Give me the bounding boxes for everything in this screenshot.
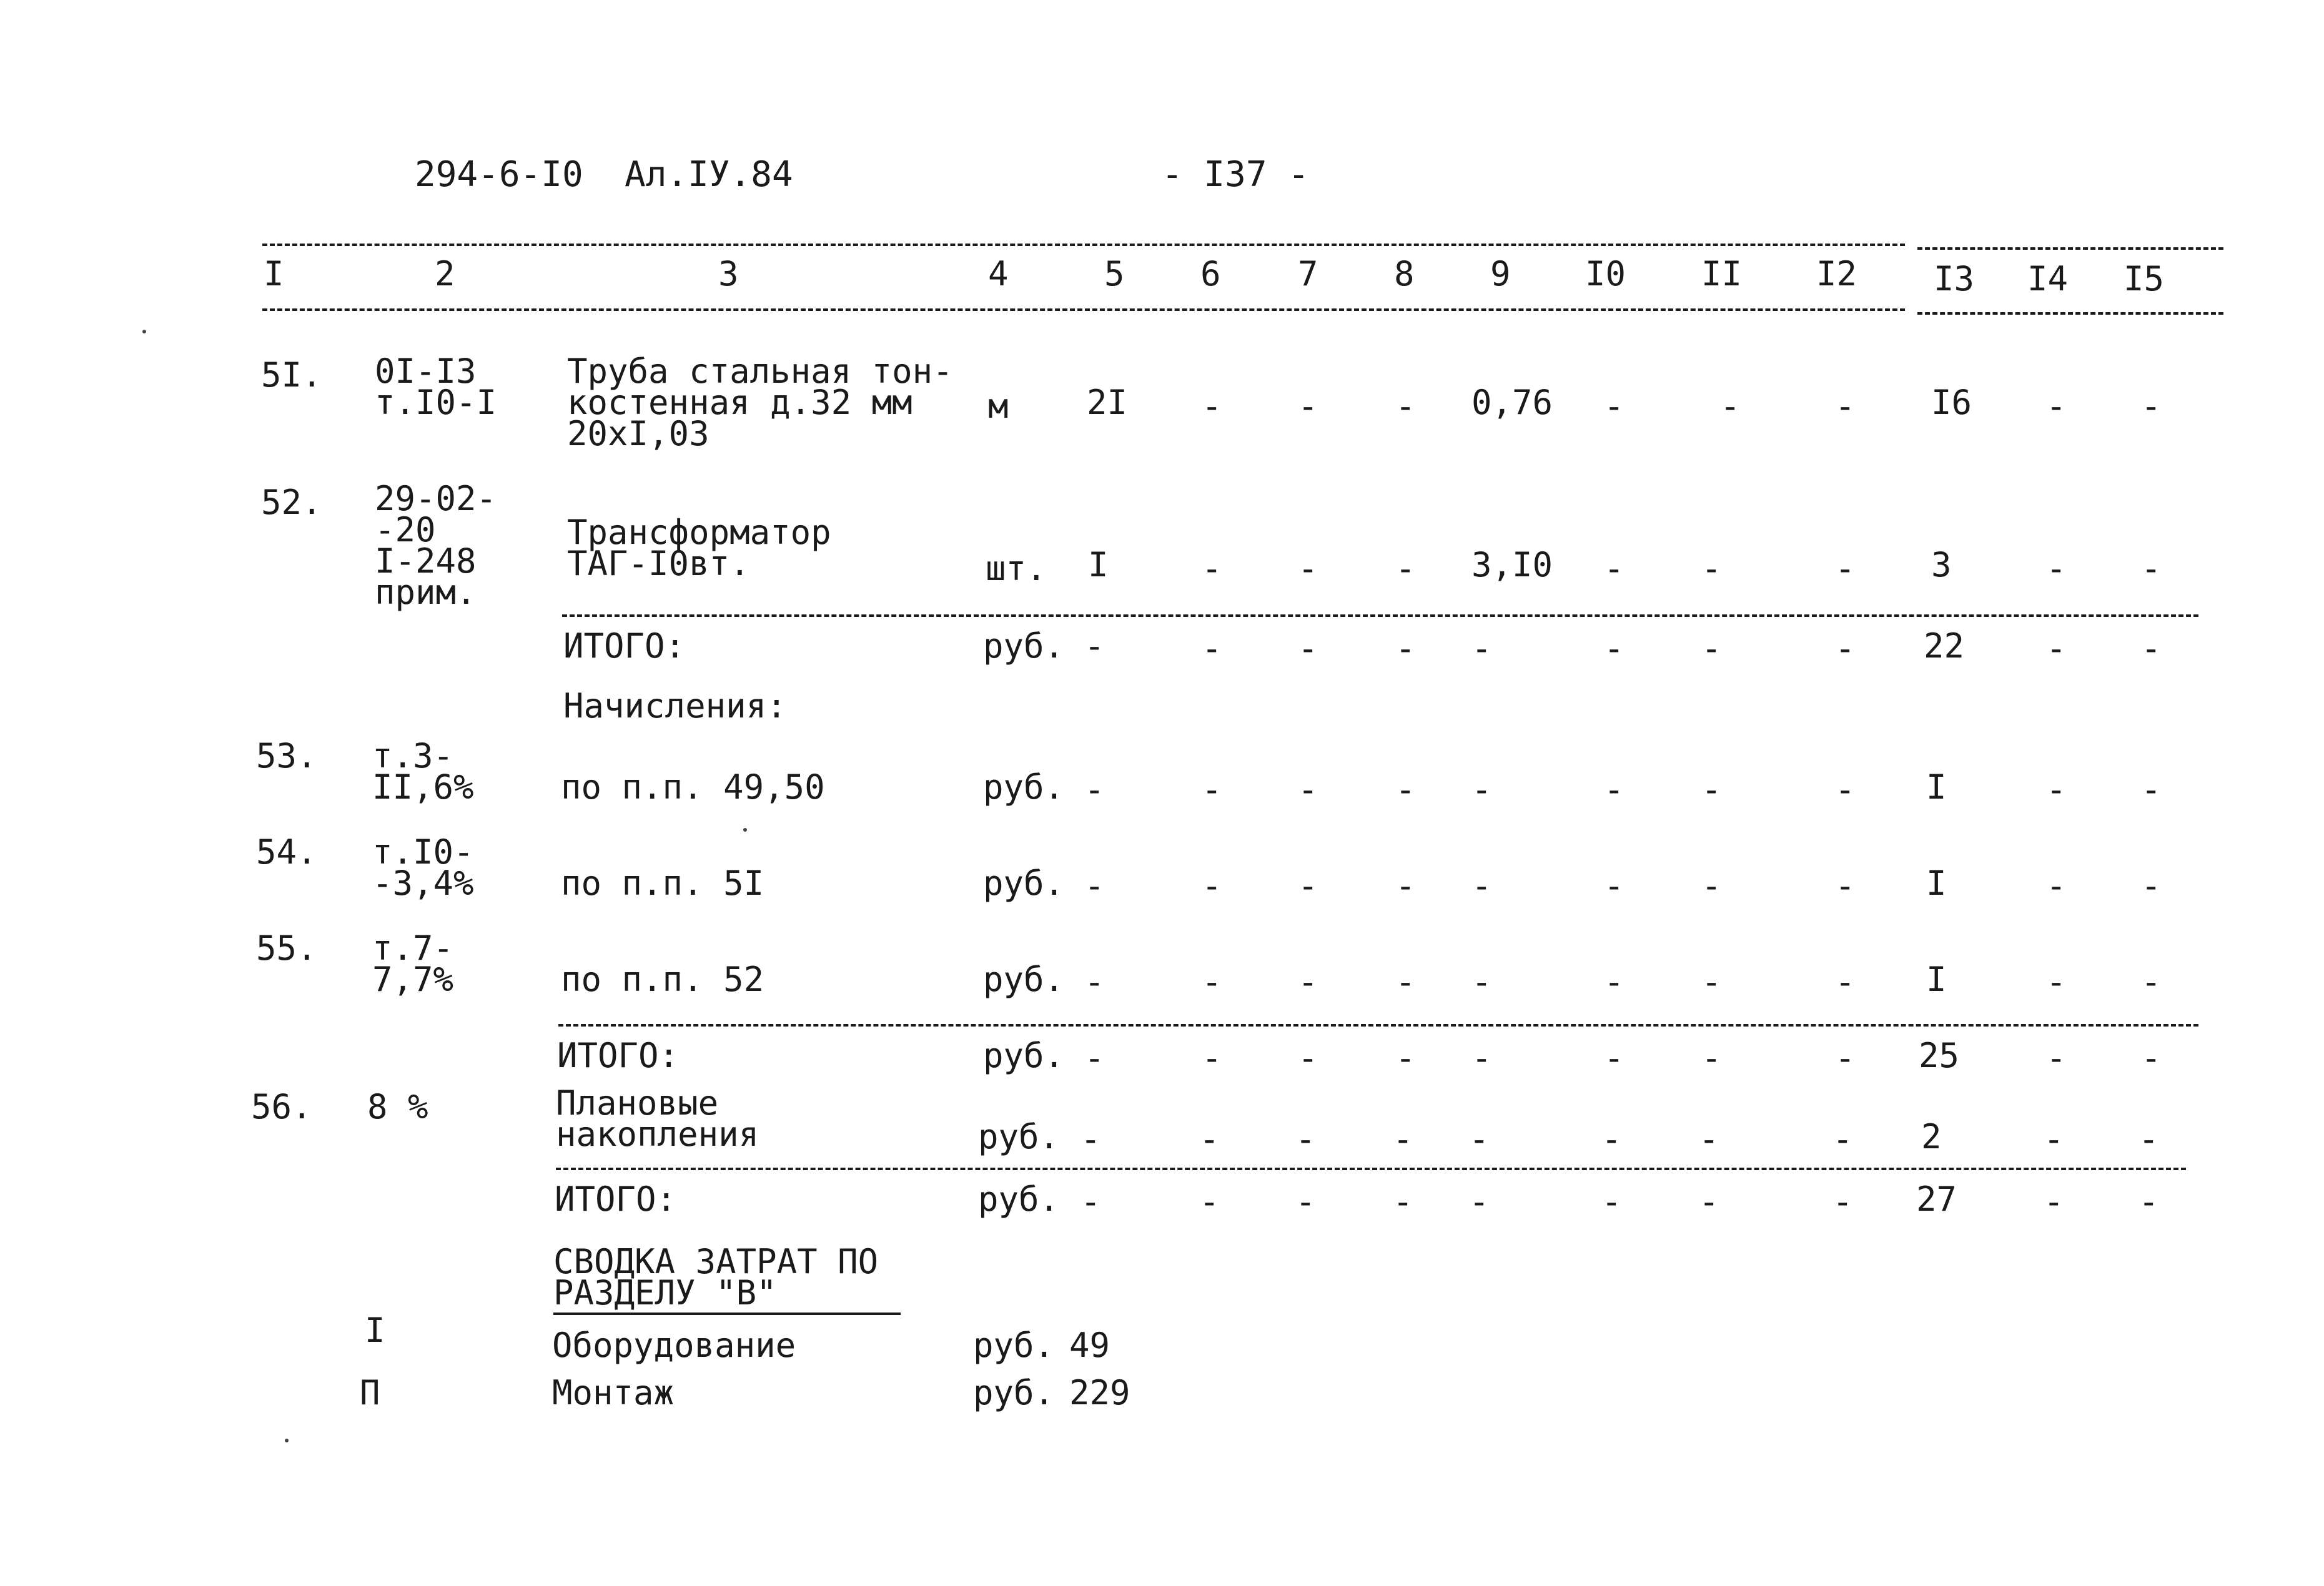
unit: руб. bbox=[983, 767, 1065, 807]
subtotal-rule-1 bbox=[562, 614, 2198, 617]
column-header-10: I0 bbox=[1585, 254, 1626, 293]
col6-value: - bbox=[1199, 1120, 1220, 1159]
col5-value: 2I bbox=[1087, 383, 1128, 422]
col8-value: - bbox=[1395, 962, 1416, 1002]
item-name: Плановые накопления bbox=[556, 1083, 759, 1154]
col6-value: - bbox=[1202, 1038, 1222, 1078]
col11-value: - bbox=[1701, 866, 1722, 905]
col9-value: - bbox=[1471, 770, 1492, 809]
col11-value: - bbox=[1720, 387, 1741, 426]
col15-value: - bbox=[2141, 962, 2162, 1002]
col12-value: - bbox=[1832, 1120, 1853, 1159]
col12-value: - bbox=[1835, 1038, 1856, 1078]
col8-value: - bbox=[1395, 387, 1416, 426]
col6-value: - bbox=[1202, 549, 1222, 588]
column-header-4: 4 bbox=[988, 254, 1009, 293]
col7-value: - bbox=[1298, 770, 1318, 809]
col9-value: - bbox=[1471, 962, 1492, 1002]
col5-value: - bbox=[1084, 1038, 1105, 1078]
scan-speck bbox=[285, 1439, 289, 1442]
col13-value: 2 bbox=[1921, 1117, 1942, 1156]
col10-value: - bbox=[1604, 866, 1624, 905]
scan-speck bbox=[743, 828, 747, 832]
unit: руб. bbox=[983, 626, 1065, 666]
column-header-6: 6 bbox=[1200, 254, 1221, 293]
col6-value: - bbox=[1202, 387, 1222, 426]
col5-value: - bbox=[1084, 866, 1105, 905]
col13-value: 22 bbox=[1924, 626, 1965, 666]
column-header-13: I3 bbox=[1934, 259, 1975, 298]
summary-item-number: П bbox=[360, 1373, 380, 1412]
col14-value: - bbox=[2046, 387, 2067, 426]
col7-value: - bbox=[1298, 962, 1318, 1002]
col10-value: - bbox=[1604, 629, 1624, 668]
col5-value: - bbox=[1084, 962, 1105, 1002]
col11-value: - bbox=[1701, 549, 1722, 588]
col12-value: - bbox=[1835, 770, 1856, 809]
col15-value: - bbox=[2141, 866, 2162, 905]
header-bottom-rule-right bbox=[1917, 312, 2223, 315]
summary-item-value: 229 bbox=[1069, 1373, 1130, 1412]
col7-value: - bbox=[1298, 549, 1318, 588]
col14-value: - bbox=[2046, 1038, 2067, 1078]
col12-value: - bbox=[1832, 1182, 1853, 1221]
summary-title: СВОДКА ЗАТРАТ ПО РАЗДЕЛУ "В" bbox=[553, 1242, 879, 1313]
col12-value: - bbox=[1835, 866, 1856, 905]
col11-value: - bbox=[1699, 1182, 1719, 1221]
col8-value: - bbox=[1393, 1182, 1413, 1221]
column-header-12: I2 bbox=[1816, 254, 1857, 293]
col14-value: - bbox=[2046, 770, 2067, 809]
item-name: по п.п. 49,50 bbox=[561, 767, 825, 807]
col15-value: - bbox=[2139, 1120, 2159, 1159]
column-header-8: 8 bbox=[1394, 254, 1415, 293]
col7-value: - bbox=[1298, 629, 1318, 668]
col9-value: 3,I0 bbox=[1471, 545, 1553, 584]
col10-value: - bbox=[1604, 549, 1624, 588]
column-header-15: I5 bbox=[2124, 259, 2165, 298]
col8-value: - bbox=[1395, 1038, 1416, 1078]
price-code: т.I0- -3,4% bbox=[372, 832, 474, 903]
summary-item-value: 49 bbox=[1069, 1326, 1110, 1365]
col13-value: 27 bbox=[1916, 1180, 1957, 1219]
header-bottom-rule bbox=[262, 308, 1905, 311]
unit: руб. bbox=[983, 864, 1065, 903]
col15-value: - bbox=[2141, 770, 2162, 809]
col5-value: - bbox=[1084, 626, 1105, 666]
col11-value: - bbox=[1701, 629, 1722, 668]
summary-item-number: I bbox=[365, 1311, 385, 1350]
col14-value: - bbox=[2044, 1182, 2064, 1221]
row-number: 52. bbox=[261, 483, 322, 522]
subtotal-rule-3 bbox=[556, 1168, 2186, 1170]
col14-value: - bbox=[2044, 1120, 2064, 1159]
col8-value: - bbox=[1395, 770, 1416, 809]
summary-item-unit: руб. bbox=[973, 1373, 1055, 1412]
unit: м bbox=[988, 387, 1009, 426]
page-number: - I37 - bbox=[1162, 154, 1310, 195]
col8-value: - bbox=[1395, 866, 1416, 905]
col13-value: I bbox=[1926, 960, 1947, 999]
row-number: 53. bbox=[256, 736, 317, 776]
charges-label: Начисления: bbox=[563, 686, 787, 726]
col6-value: - bbox=[1199, 1182, 1220, 1221]
document-code: 294-6-I0 bbox=[415, 154, 583, 195]
col6-value: - bbox=[1202, 962, 1222, 1002]
col14-value: - bbox=[2046, 629, 2067, 668]
col13-value: I bbox=[1926, 864, 1947, 903]
col12-value: - bbox=[1835, 387, 1856, 426]
column-header-1: I bbox=[264, 254, 284, 293]
col9-value: 0,76 bbox=[1471, 383, 1553, 422]
row-number: 54. bbox=[256, 832, 317, 872]
col9-value: - bbox=[1471, 1038, 1492, 1078]
col10-value: - bbox=[1604, 1038, 1624, 1078]
col5-value: - bbox=[1080, 1182, 1101, 1221]
col13-value: I6 bbox=[1931, 383, 1972, 422]
col8-value: - bbox=[1395, 629, 1416, 668]
col13-value: 3 bbox=[1931, 545, 1952, 584]
col14-value: - bbox=[2046, 549, 2067, 588]
col9-value: - bbox=[1469, 1182, 1490, 1221]
col9-value: - bbox=[1469, 1120, 1490, 1159]
col12-value: - bbox=[1835, 962, 1856, 1002]
col14-value: - bbox=[2046, 866, 2067, 905]
col15-value: - bbox=[2139, 1182, 2159, 1221]
item-name: по п.п. 5I bbox=[561, 864, 764, 903]
total-label: ИТОГО: bbox=[563, 626, 686, 666]
price-code: 8 % bbox=[367, 1087, 428, 1126]
col15-value: - bbox=[2141, 549, 2162, 588]
col5-value: I bbox=[1088, 545, 1109, 584]
column-header-14: I4 bbox=[2027, 259, 2069, 298]
col14-value: - bbox=[2046, 962, 2067, 1002]
col6-value: - bbox=[1202, 629, 1222, 668]
item-name: по п.п. 52 bbox=[561, 960, 764, 999]
column-header-9: 9 bbox=[1490, 254, 1511, 293]
col5-value: - bbox=[1084, 770, 1105, 809]
col11-value: - bbox=[1701, 1038, 1722, 1078]
col9-value: - bbox=[1471, 866, 1492, 905]
col15-value: - bbox=[2141, 387, 2162, 426]
unit: руб. bbox=[978, 1117, 1060, 1156]
col7-value: - bbox=[1295, 1120, 1316, 1159]
col13-value: 25 bbox=[1919, 1036, 1960, 1075]
subtotal-rule-2 bbox=[558, 1024, 2198, 1027]
col11-value: - bbox=[1701, 962, 1722, 1002]
col15-value: - bbox=[2141, 1038, 2162, 1078]
col7-value: - bbox=[1295, 1182, 1316, 1221]
col10-value: - bbox=[1604, 387, 1624, 426]
unit: руб. bbox=[983, 1036, 1065, 1075]
summary-item-name: Оборудование bbox=[552, 1326, 796, 1365]
col9-value: - bbox=[1471, 629, 1492, 668]
col15-value: - bbox=[2141, 629, 2162, 668]
summary-title-underline bbox=[553, 1313, 901, 1315]
header-top-rule-right bbox=[1917, 247, 2223, 250]
col8-value: - bbox=[1395, 549, 1416, 588]
col11-value: - bbox=[1699, 1120, 1719, 1159]
album-number: Ал.IУ.84 bbox=[625, 154, 793, 195]
col10-value: - bbox=[1601, 1182, 1622, 1221]
unit: руб. bbox=[983, 960, 1065, 999]
unit: шт. bbox=[986, 549, 1047, 588]
col6-value: - bbox=[1202, 866, 1222, 905]
col7-value: - bbox=[1298, 1038, 1318, 1078]
column-header-5: 5 bbox=[1104, 254, 1125, 293]
col12-value: - bbox=[1835, 629, 1856, 668]
col13-value: I bbox=[1926, 767, 1947, 807]
col12-value: - bbox=[1835, 549, 1856, 588]
summary-item-name: Монтаж bbox=[552, 1373, 675, 1412]
row-number: 55. bbox=[256, 928, 317, 968]
col8-value: - bbox=[1393, 1120, 1413, 1159]
column-header-3: 3 bbox=[718, 254, 739, 293]
col5-value: - bbox=[1080, 1120, 1101, 1159]
total-label: ИТОГО: bbox=[555, 1180, 677, 1219]
col6-value: - bbox=[1202, 770, 1222, 809]
col10-value: - bbox=[1604, 770, 1624, 809]
item-name: Трансформатор ТАГ-I0вт. bbox=[567, 513, 831, 583]
column-header-2: 2 bbox=[435, 254, 455, 293]
total-label: ИТОГО: bbox=[557, 1036, 680, 1075]
price-code: т.3- II,6% bbox=[372, 736, 474, 807]
col7-value: - bbox=[1298, 866, 1318, 905]
col10-value: - bbox=[1604, 962, 1624, 1002]
row-number: 56. bbox=[251, 1087, 312, 1126]
col7-value: - bbox=[1298, 387, 1318, 426]
summary-item-unit: руб. bbox=[973, 1326, 1055, 1365]
scan-speck bbox=[142, 330, 146, 333]
col10-value: - bbox=[1601, 1120, 1622, 1159]
item-name: Труба стальная тон- костенная д.32 мм 20хI,03 bbox=[567, 352, 953, 453]
col11-value: - bbox=[1701, 770, 1722, 809]
column-header-11: II bbox=[1701, 254, 1743, 293]
header-top-rule bbox=[262, 244, 1905, 246]
column-header-7: 7 bbox=[1298, 254, 1318, 293]
unit: руб. bbox=[978, 1180, 1060, 1219]
row-number: 5I. bbox=[261, 355, 322, 395]
price-code: 29-02- -20 I-248 прим. bbox=[375, 479, 497, 612]
price-code: 0I-I3 т.I0-I bbox=[375, 352, 497, 422]
price-code: т.7- 7,7% bbox=[372, 928, 454, 999]
